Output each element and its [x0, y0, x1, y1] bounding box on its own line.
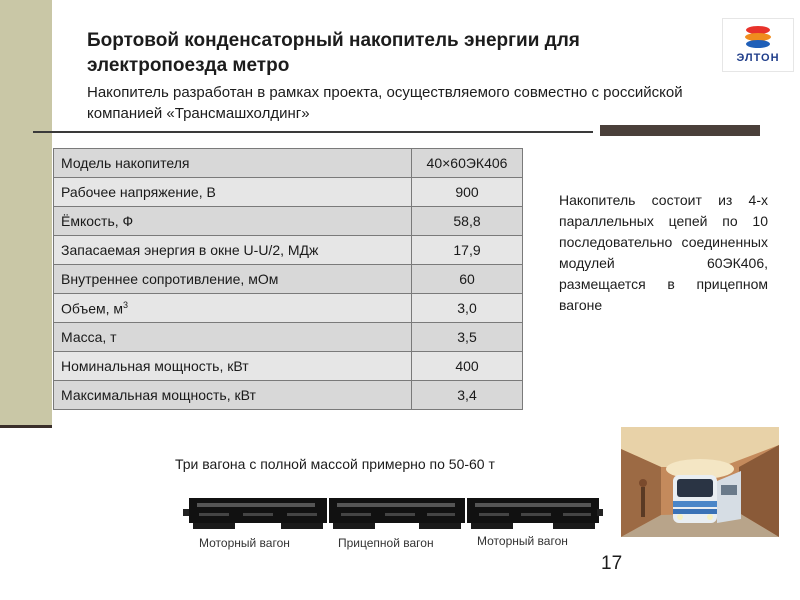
spec-label: Объем, м — [61, 300, 124, 317]
spec-label: Рабочее напряжение, В — [54, 178, 412, 207]
table-row — [54, 149, 523, 178]
side-note: Накопитель состоит из 4-х параллельных цепей по 10 последовательно соединенных модулей 60ЭК406, размещается в прицепном вагоне — [559, 192, 768, 313]
spec-label-superscript: 3 — [123, 299, 129, 310]
slide-title: Бортовой конденсаторный накопитель энергии для электропоезда метро — [87, 30, 580, 76]
table-row — [54, 207, 523, 236]
header-divider — [33, 131, 593, 133]
page-number: 17 — [601, 553, 623, 574]
table-row — [54, 381, 523, 410]
spec-value: 3,5 — [412, 323, 523, 352]
spec-value: 60 — [412, 265, 523, 294]
spec-value: 58,8 — [412, 207, 523, 236]
car-label-motor-1: Моторный вагон — [199, 536, 290, 550]
company-logo — [722, 18, 794, 72]
logo-text: ЭЛТОН — [736, 52, 780, 64]
spec-value: 40×60ЭК406 — [412, 149, 523, 178]
metro-train-photo — [621, 427, 779, 537]
spec-label: Модель накопителя — [54, 149, 412, 178]
logo-emblem-icon — [743, 23, 773, 51]
wagon-motor-2 — [467, 498, 603, 529]
spec-label: Ёмкость, Ф — [54, 207, 412, 236]
train-wagons-illustration — [183, 495, 603, 531]
spec-label-cell — [54, 294, 412, 323]
spec-value: 3,0 — [412, 294, 523, 323]
wagon-motor-1 — [183, 498, 327, 529]
specs-table — [53, 148, 523, 410]
spec-label: Масса, т — [54, 323, 412, 352]
spec-value: 17,9 — [412, 236, 523, 265]
spec-value: 400 — [412, 352, 523, 381]
spec-label: Внутреннее сопротивление, мОм — [54, 265, 412, 294]
spec-value: 3,4 — [412, 381, 523, 410]
wagon-trailer — [329, 498, 465, 529]
table-row — [54, 236, 523, 265]
train-caption: Три вагона с полной массой примерно по 50-60 т — [175, 456, 495, 472]
spec-label: Запасаемая энергия в окне U-U/2, МДж — [54, 236, 412, 265]
table-row — [54, 294, 523, 323]
slide-subtitle: Накопитель разработан в рамках проекта, осуществляемого совместно с российской компанией «Трансмашхолдинг» — [87, 84, 683, 122]
car-label-trailer: Прицепной вагон — [338, 536, 434, 550]
table-row — [54, 178, 523, 207]
left-decor-line — [0, 425, 52, 428]
car-label-motor-2: Моторный вагон — [477, 534, 568, 548]
header-divider-accent — [600, 125, 760, 136]
spec-label: Номинальная мощность, кВт — [54, 352, 412, 381]
table-row — [54, 265, 523, 294]
table-row — [54, 352, 523, 381]
spec-label: Максимальная мощность, кВт — [54, 381, 412, 410]
spec-value: 900 — [412, 178, 523, 207]
left-decor-bar — [0, 0, 52, 425]
table-row — [54, 323, 523, 352]
